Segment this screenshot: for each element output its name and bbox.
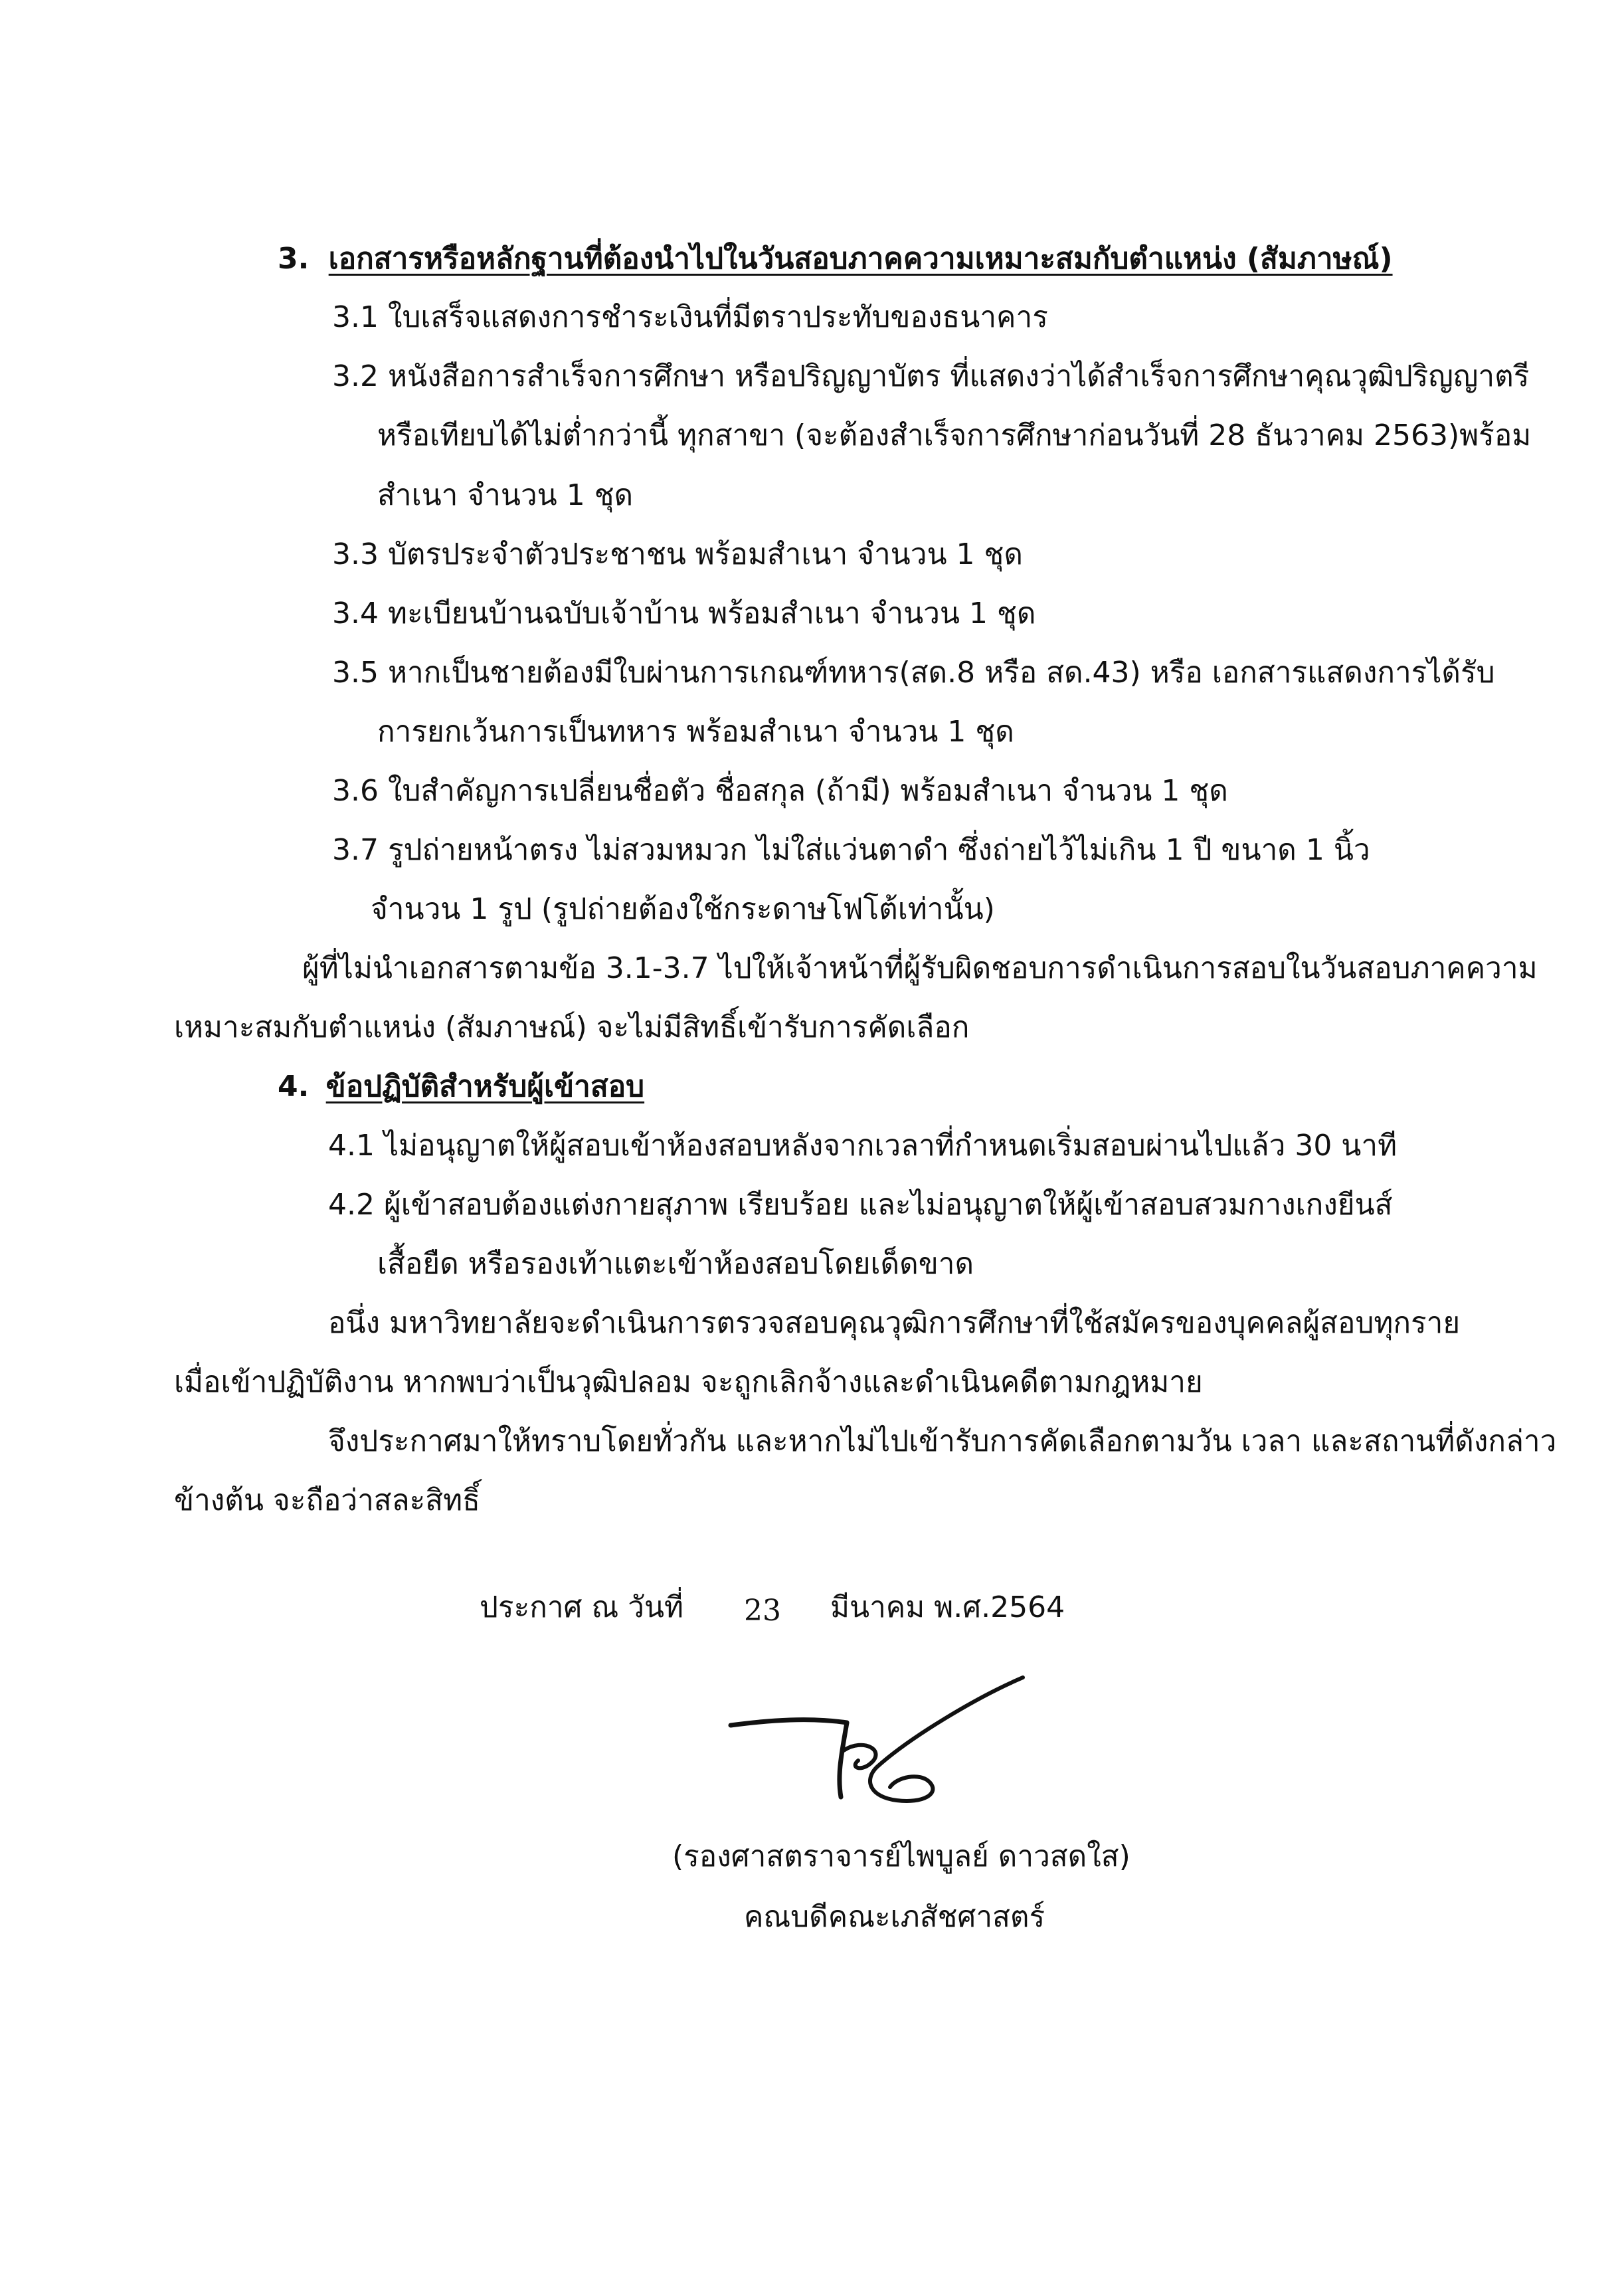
signatory-position: คณบดีคณะเภสัชศาสตร์ <box>744 1900 1045 1934</box>
item-4-2-line1: 4.2 ผู้เข้าสอบต้องแต่งกายสุภาพ เรียบร้อย และไม่อนุญาตให้ผู้เข้าสอบสวมกางเกงยีนส์ <box>328 1188 1393 1222</box>
closing-para2-line2: ข้างต้น จะถือว่าสละสิทธิ์ <box>174 1483 480 1517</box>
announcement-month-year: มีนาคม พ.ศ.2564 <box>830 1590 1065 1624</box>
item-3-7-line2: จำนวน 1 รูป (รูปถ่ายต้องใช้กระดาษโฟโต้เท่านั้น) <box>371 892 995 926</box>
closing-para1-line2: เมื่อเข้าปฏิบัติงาน หากพบว่าเป็นวุฒิปลอม จะถูกเลิกจ้างและดำเนินคดีตามกฎหมาย <box>174 1365 1203 1399</box>
item-3-5-line2: การยกเว้นการเป็นทหาร พร้อมสำเนา จำนวน 1 ชุด <box>377 715 1014 749</box>
section3-heading-number: 3. <box>278 242 310 276</box>
item-3-2-line2: หรือเทียบได้ไม่ต่ำกว่านี้ ทุกสาขา (จะต้องสำเร็จการศึกษาก่อนวันที่ 28 ธันวาคม 2563)พร้อม <box>377 419 1532 452</box>
item-3-4: 3.4 ทะเบียนบ้านฉบับเจ้าบ้าน พร้อมสำเนา จำนวน 1 ชุด <box>332 597 1036 630</box>
item-4-1: 4.1 ไม่อนุญาตให้ผู้สอบเข้าห้องสอบหลังจากเวลาที่กำหนดเริ่มสอบผ่านไปแล้ว 30 นาที <box>328 1129 1398 1163</box>
section4-heading-text: ข้อปฏิบัติสำหรับผู้เข้าสอบ <box>325 1070 645 1103</box>
section3-heading-text: เอกสารหรือหลักฐานที่ต้องนำไปในวันสอบภาคความเหมาะสมกับตำแหน่ง (สัมภาษณ์) <box>328 242 1393 276</box>
signature-drawing <box>711 1651 1056 1824</box>
section4-heading-number: 4. <box>278 1070 310 1103</box>
section4-heading <box>278 1067 644 1107</box>
announcement-day: 23 <box>744 1594 781 1628</box>
section3-heading <box>278 239 1393 279</box>
closing-para1-line1: อนึ่ง มหาวิทยาลัยจะดำเนินการตรวจสอบคุณวุฒิการศึกษาที่ใช้สมัครของบุคคลผู้สอบทุกราย <box>328 1306 1461 1340</box>
item-3-2-line3: สำเนา จำนวน 1 ชุด <box>377 478 634 512</box>
section3-note-line2: เหมาะสมกับตำแหน่ง (สัมภาษณ์) จะไม่มีสิทธิ์เข้ารับการคัดเลือก <box>174 1010 970 1044</box>
announcement-prefix: ประกาศ ณ วันที่ <box>480 1590 684 1624</box>
item-3-1: 3.1 ใบเสร็จแสดงการชำระเงินที่มีตราประทับของธนาคาร <box>332 300 1048 334</box>
item-3-7-line1: 3.7 รูปถ่ายหน้าตรง ไม่สวมหมวก ไม่ใส่แว่นตาดำ ซึ่งถ่ายไว้ไม่เกิน 1 ปี ขนาด 1 นิ้ว <box>332 833 1370 867</box>
section3-note-line1: ผู้ที่ไม่นำเอกสารตามข้อ 3.1-3.7 ไปให้เจ้าหน้าที่ผู้รับผิดชอบการดำเนินการสอบในวันสอบภาคความ <box>302 951 1538 985</box>
item-4-2-line2: เสื้อยืด หรือรองเท้าแตะเข้าห้องสอบโดยเด็ดขาด <box>377 1247 974 1281</box>
signatory-name: (รองศาสตราจารย์ไพบูลย์ ดาวสดใส) <box>672 1840 1130 1873</box>
closing-para2-line1: จึงประกาศมาให้ทราบโดยทั่วกัน และหากไม่ไปเข้ารับการคัดเลือกตามวัน เวลา และสถานที่ดังกล่าว <box>328 1424 1557 1458</box>
item-3-5-line1: 3.5 หากเป็นชายต้องมีใบผ่านการเกณฑ์ทหาร(สด.8 หรือ สด.43) หรือ เอกสารแสดงการได้รับ <box>332 656 1495 690</box>
item-3-2-line1: 3.2 หนังสือการสำเร็จการศึกษา หรือปริญญาบัตร ที่แสดงว่าได้สำเร็จการศึกษาคุณวุฒิปริญญาตรี <box>332 359 1530 393</box>
item-3-6: 3.6 ใบสำคัญการเปลี่ยนชื่อตัว ชื่อสกุล (ถ้ามี) พร้อมสำเนา จำนวน 1 ชุด <box>332 774 1228 808</box>
item-3-3: 3.3 บัตรประจำตัวประชาชน พร้อมสำเนา จำนวน 1 ชุด <box>332 537 1023 571</box>
